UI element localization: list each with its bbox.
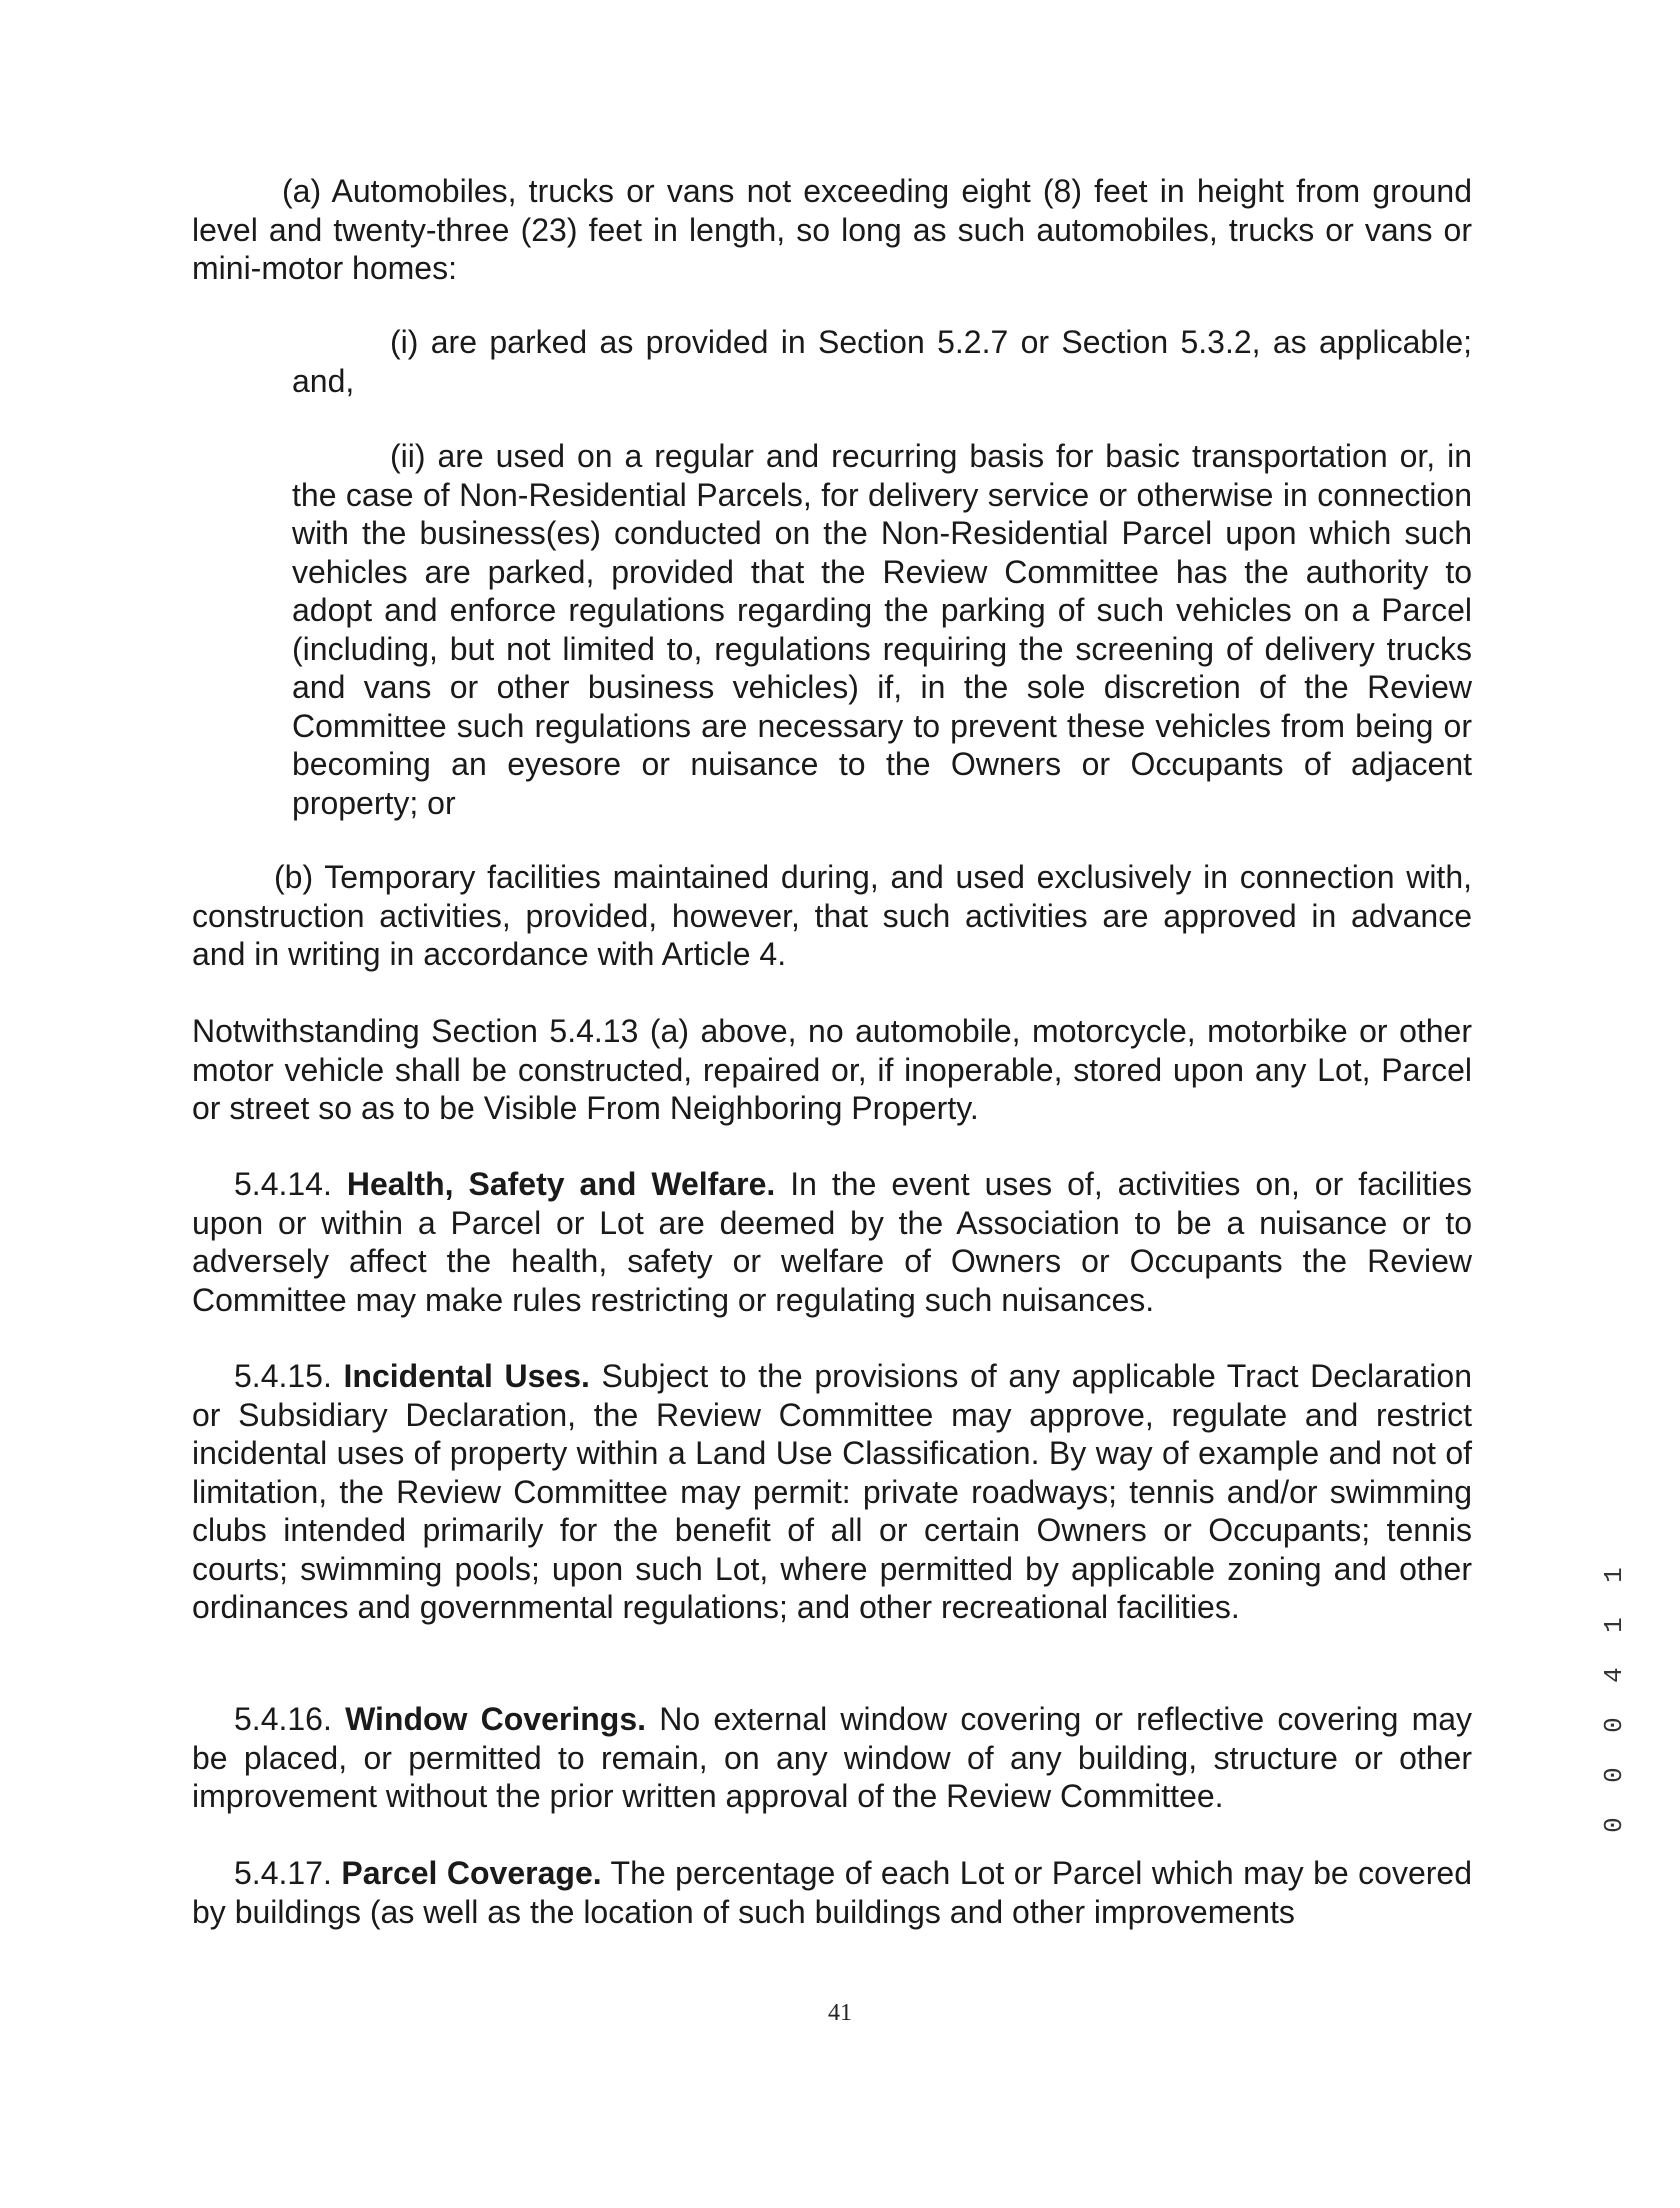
- section-heading: Health, Safety and Welfare.: [346, 1166, 776, 1202]
- section-5-4-17: [192, 1854, 1472, 1931]
- paragraph-b: (b) Temporary facilities maintained during, and used exclusively in connection with, construction activities, provided, however, that such activities are approved in advance and in writing in accordance with Article 4.: [192, 859, 1472, 972]
- paragraph-i: (i) are parked as provided in Section 5.2.7 or Section 5.3.2, as applicable; and,: [292, 324, 1472, 399]
- bates-stamp-char: 1: [1599, 1617, 1629, 1633]
- section-number: 5.4.15.: [234, 1358, 332, 1394]
- bates-stamp-char: 1: [1599, 1567, 1629, 1583]
- bates-stamp: [1594, 1560, 1634, 1900]
- section-number: 5.4.17.: [234, 1855, 332, 1891]
- section-number: 5.4.16.: [234, 1701, 332, 1737]
- section-heading: Parcel Coverage.: [341, 1855, 602, 1891]
- bates-stamp-char: 0: [1599, 1717, 1629, 1733]
- section-5-4-16: [192, 1700, 1472, 1816]
- section-heading: Incidental Uses.: [343, 1358, 590, 1394]
- bates-stamp-char: 4: [1599, 1667, 1629, 1683]
- section-heading: Window Coverings.: [345, 1701, 647, 1737]
- section-5-4-15: [192, 1357, 1472, 1627]
- bates-stamp-char: 0: [1599, 1767, 1629, 1783]
- page-number: 41: [828, 2000, 852, 2026]
- section-body: Subject to the provisions of any applicable Tract Declaration or Subsidiary Declaration, the Review Committee may approve, regulate and restrict incidental uses of property within a Land Use Classification. By way of example and not of limitation, the Review Committee may permit: private roadways; tennis and/or swimming clubs intended primarily for the benefit of all or certain Owners or Occupants; tennis courts; swimming pools; upon such Lot, where permitted by applicable zoning and other ordinances and governmental regulations; and other recreational facilities.: [192, 1358, 1472, 1625]
- section-body: In the event uses of, activities on, or facilities upon or within a Parcel or Lot are deemed by the Association to be a nuisance or to adversely affect the health, safety or welfare of Owners or Occupants the Review Committee may make rules restricting or regulating such nuisances.: [192, 1166, 1473, 1318]
- section-body: The percentage of each Lot or Parcel which may be covered by buildings (as well as the location of such buildings and other improvements: [192, 1855, 1473, 1930]
- bates-stamp-char: 0: [1599, 1817, 1629, 1833]
- section-5-4-14: [192, 1165, 1472, 1319]
- paragraph-a: (a) Automobiles, trucks or vans not exceeding eight (8) feet in height from ground level and twenty-three (23) feet in length, so long as such automobiles, trucks or vans or mini-motor homes:: [192, 173, 1472, 286]
- paragraph-ii: (ii) are used on a regular and recurring basis for basic transportation or, in the case of Non-Residential Parcels, for delivery service or otherwise in connection with the business(es) conducted on the Non-Residential Parcel upon which such vehicles are parked, provided that the Review Committee has the authority to adopt and enforce regulations regarding the parking of such vehicles on a Parcel (including, but not limited to, regulations requiring the screening of delivery trucks and vans or other business vehicles) if, in the sole discretion of the Review Committee such regulations are necessary to prevent these vehicles from being or becoming an eyesore or nuisance to the Owners or Occupants of adjacent property; or: [292, 438, 1472, 821]
- section-body: No external window covering or reflective covering may be placed, or permitted to remain, on any window of any building, structure or other improvement without the prior written approval of the Review Committee.: [192, 1701, 1473, 1814]
- section-number: 5.4.14.: [234, 1166, 332, 1202]
- paragraph-notwithstanding: Notwithstanding Section 5.4.13 (a) above, no automobile, motorcycle, motorbike or other motor vehicle shall be constructed, repaired or, if inoperable, stored upon any Lot, Parcel or street so as to be Visible From Neighboring Property.: [192, 1013, 1472, 1126]
